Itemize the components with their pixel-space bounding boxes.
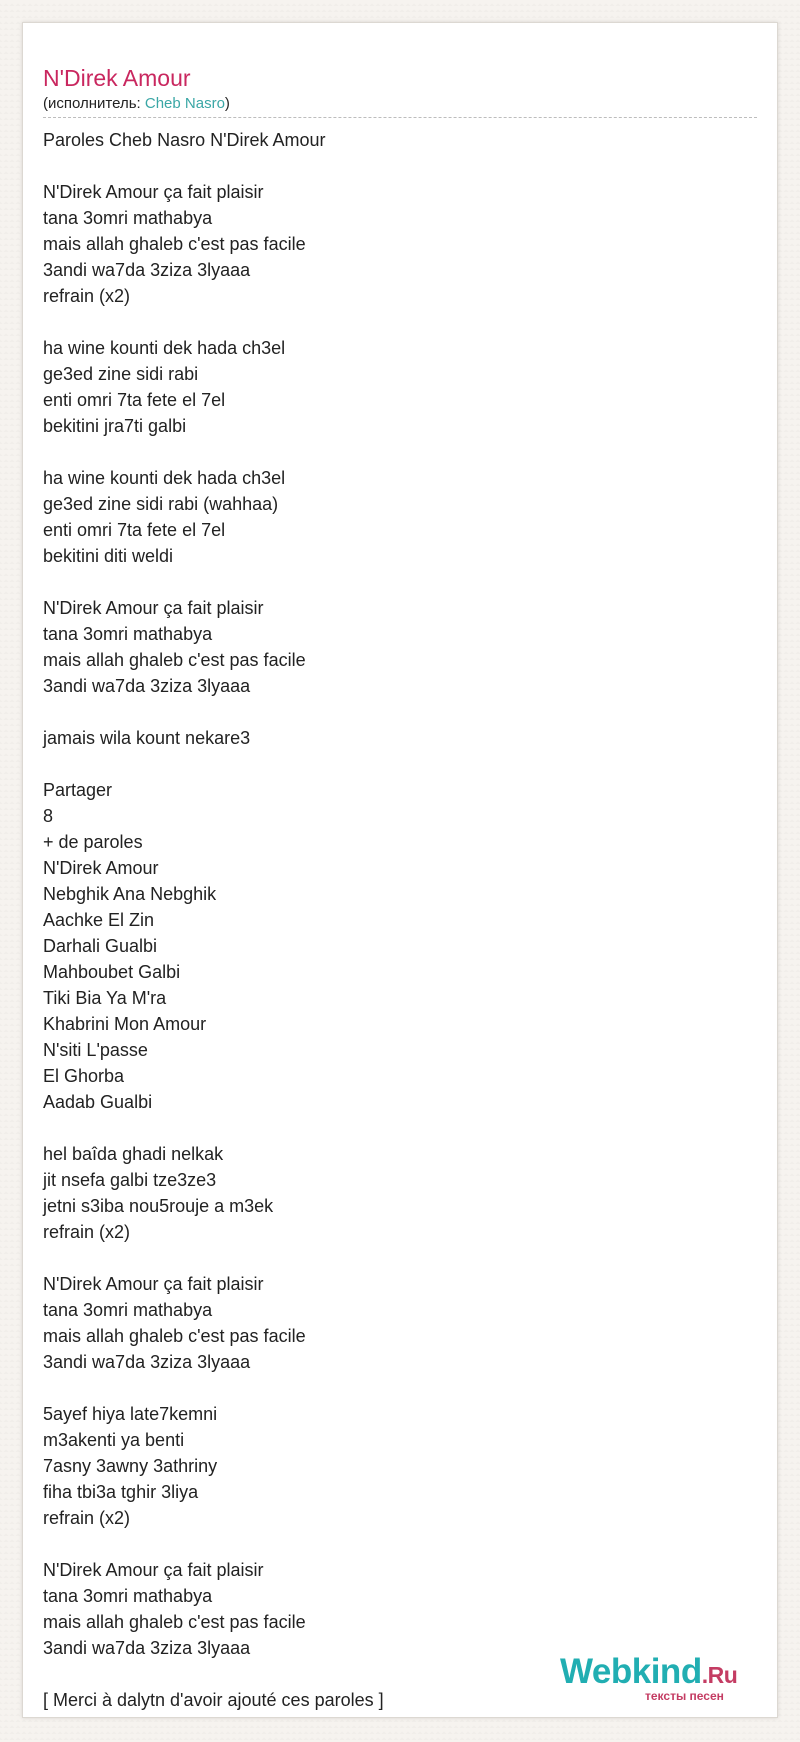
- lyric-line: 5ayef hiya late7kemni: [43, 1404, 218, 1424]
- lyric-line: El Ghorba: [43, 1066, 125, 1086]
- lyric-line: Partager: [43, 780, 113, 800]
- lyric-blank-line: [43, 1115, 743, 1141]
- lyric-line: refrain (x2): [43, 286, 131, 306]
- lyric-line: Paroles Cheb Nasro N'Direk Amour: [43, 130, 326, 150]
- artist-suffix: ): [224, 95, 230, 112]
- lyric-blank-line: [43, 1531, 743, 1557]
- lyrics-card: [22, 22, 778, 1718]
- lyric-line: + de paroles: [43, 832, 143, 852]
- lyric-line: ha wine kounti dek hada ch3el: [43, 338, 286, 358]
- lyric-line: N'Direk Amour ça fait plaisir: [43, 1560, 264, 1580]
- lyric-line: mais allah ghaleb c'est pas facile: [43, 1612, 306, 1632]
- lyric-line: 8: [43, 806, 54, 826]
- lyric-line: N'siti L'passe: [43, 1040, 148, 1060]
- lyric-line: mais allah ghaleb c'est pas facile: [43, 234, 306, 254]
- lyric-line: N'Direk Amour ça fait plaisir: [43, 182, 264, 202]
- lyric-blank-line: [43, 1375, 743, 1401]
- lyric-line: Mahboubet Galbi: [43, 962, 181, 982]
- lyric-line: Aadab Gualbi: [43, 1092, 153, 1112]
- lyric-line: enti omri 7ta fete el 7el: [43, 390, 226, 410]
- lyric-line: jetni s3iba nou5rouje a m3ek: [43, 1196, 274, 1216]
- logo-tld: .Ru: [701, 1662, 738, 1688]
- lyric-blank-line: [43, 569, 743, 595]
- lyric-blank-line: [43, 439, 743, 465]
- artist-line: [43, 95, 230, 113]
- lyric-line: Nebghik Ana Nebghik: [43, 884, 217, 904]
- site-logo[interactable]: [560, 1652, 770, 1704]
- lyric-blank-line: [43, 153, 743, 179]
- lyric-line: bekitini diti weldi: [43, 546, 174, 566]
- lyric-line: refrain (x2): [43, 1222, 131, 1242]
- lyric-blank-line: [43, 699, 743, 725]
- lyric-blank-line: [43, 1245, 743, 1271]
- lyric-line: jamais wila kount nekare3: [43, 728, 251, 748]
- artist-prefix: (исполнитель:: [43, 95, 145, 112]
- lyric-line: 3andi wa7da 3ziza 3lyaaa: [43, 1638, 251, 1658]
- lyric-line: refrain (x2): [43, 1508, 131, 1528]
- lyric-line: tana 3omri mathabya: [43, 1300, 213, 1320]
- lyric-line: 3andi wa7da 3ziza 3lyaaa: [43, 676, 251, 696]
- artist-link[interactable]: Cheb Nasro: [144, 95, 225, 112]
- lyric-blank-line: [43, 309, 743, 335]
- lyric-line: 7asny 3awny 3athriny: [43, 1456, 218, 1476]
- lyric-line: jit nsefa galbi tze3ze3: [43, 1170, 217, 1190]
- song-header: [43, 43, 757, 118]
- lyric-line: mais allah ghaleb c'est pas facile: [43, 650, 306, 670]
- song-title: N'Direk Amour: [43, 65, 191, 91]
- lyric-line: tana 3omri mathabya: [43, 1586, 213, 1606]
- lyric-line: hel baîda ghadi nelkak: [43, 1144, 224, 1164]
- logo-name: Webkind: [560, 1652, 702, 1691]
- lyric-line: enti omri 7ta fete el 7el: [43, 520, 226, 540]
- lyric-line: tana 3omri mathabya: [43, 208, 213, 228]
- lyric-line: ge3ed zine sidi rabi (wahhaa): [43, 494, 279, 514]
- lyric-line: N'Direk Amour ça fait plaisir: [43, 598, 264, 618]
- lyric-line: Tiki Bia Ya M'ra: [43, 988, 167, 1008]
- lyric-blank-line: [43, 751, 743, 777]
- lyric-line: ge3ed zine sidi rabi: [43, 364, 199, 384]
- lyrics-body: [43, 127, 743, 1713]
- lyric-line: [ Merci à dalytn d'avoir ajouté ces paroles ]: [43, 1690, 384, 1710]
- lyric-line: Khabrini Mon Amour: [43, 1014, 207, 1034]
- lyric-line: 3andi wa7da 3ziza 3lyaaa: [43, 260, 251, 280]
- lyric-line: N'Direk Amour: [43, 858, 159, 878]
- lyric-line: 3andi wa7da 3ziza 3lyaaa: [43, 1352, 251, 1372]
- lyric-line: Darhali Gualbi: [43, 936, 158, 956]
- lyric-line: bekitini jra7ti galbi: [43, 416, 187, 436]
- lyric-line: N'Direk Amour ça fait plaisir: [43, 1274, 264, 1294]
- logo-tagline: тексты песен: [645, 1689, 724, 1703]
- lyric-line: Aachke El Zin: [43, 910, 155, 930]
- lyric-line: fiha tbi3a tghir 3liya: [43, 1482, 199, 1502]
- lyric-line: ha wine kounti dek hada ch3el: [43, 468, 286, 488]
- lyric-line: m3akenti ya benti: [43, 1430, 185, 1450]
- lyric-line: mais allah ghaleb c'est pas facile: [43, 1326, 306, 1346]
- lyric-line: tana 3omri mathabya: [43, 624, 213, 644]
